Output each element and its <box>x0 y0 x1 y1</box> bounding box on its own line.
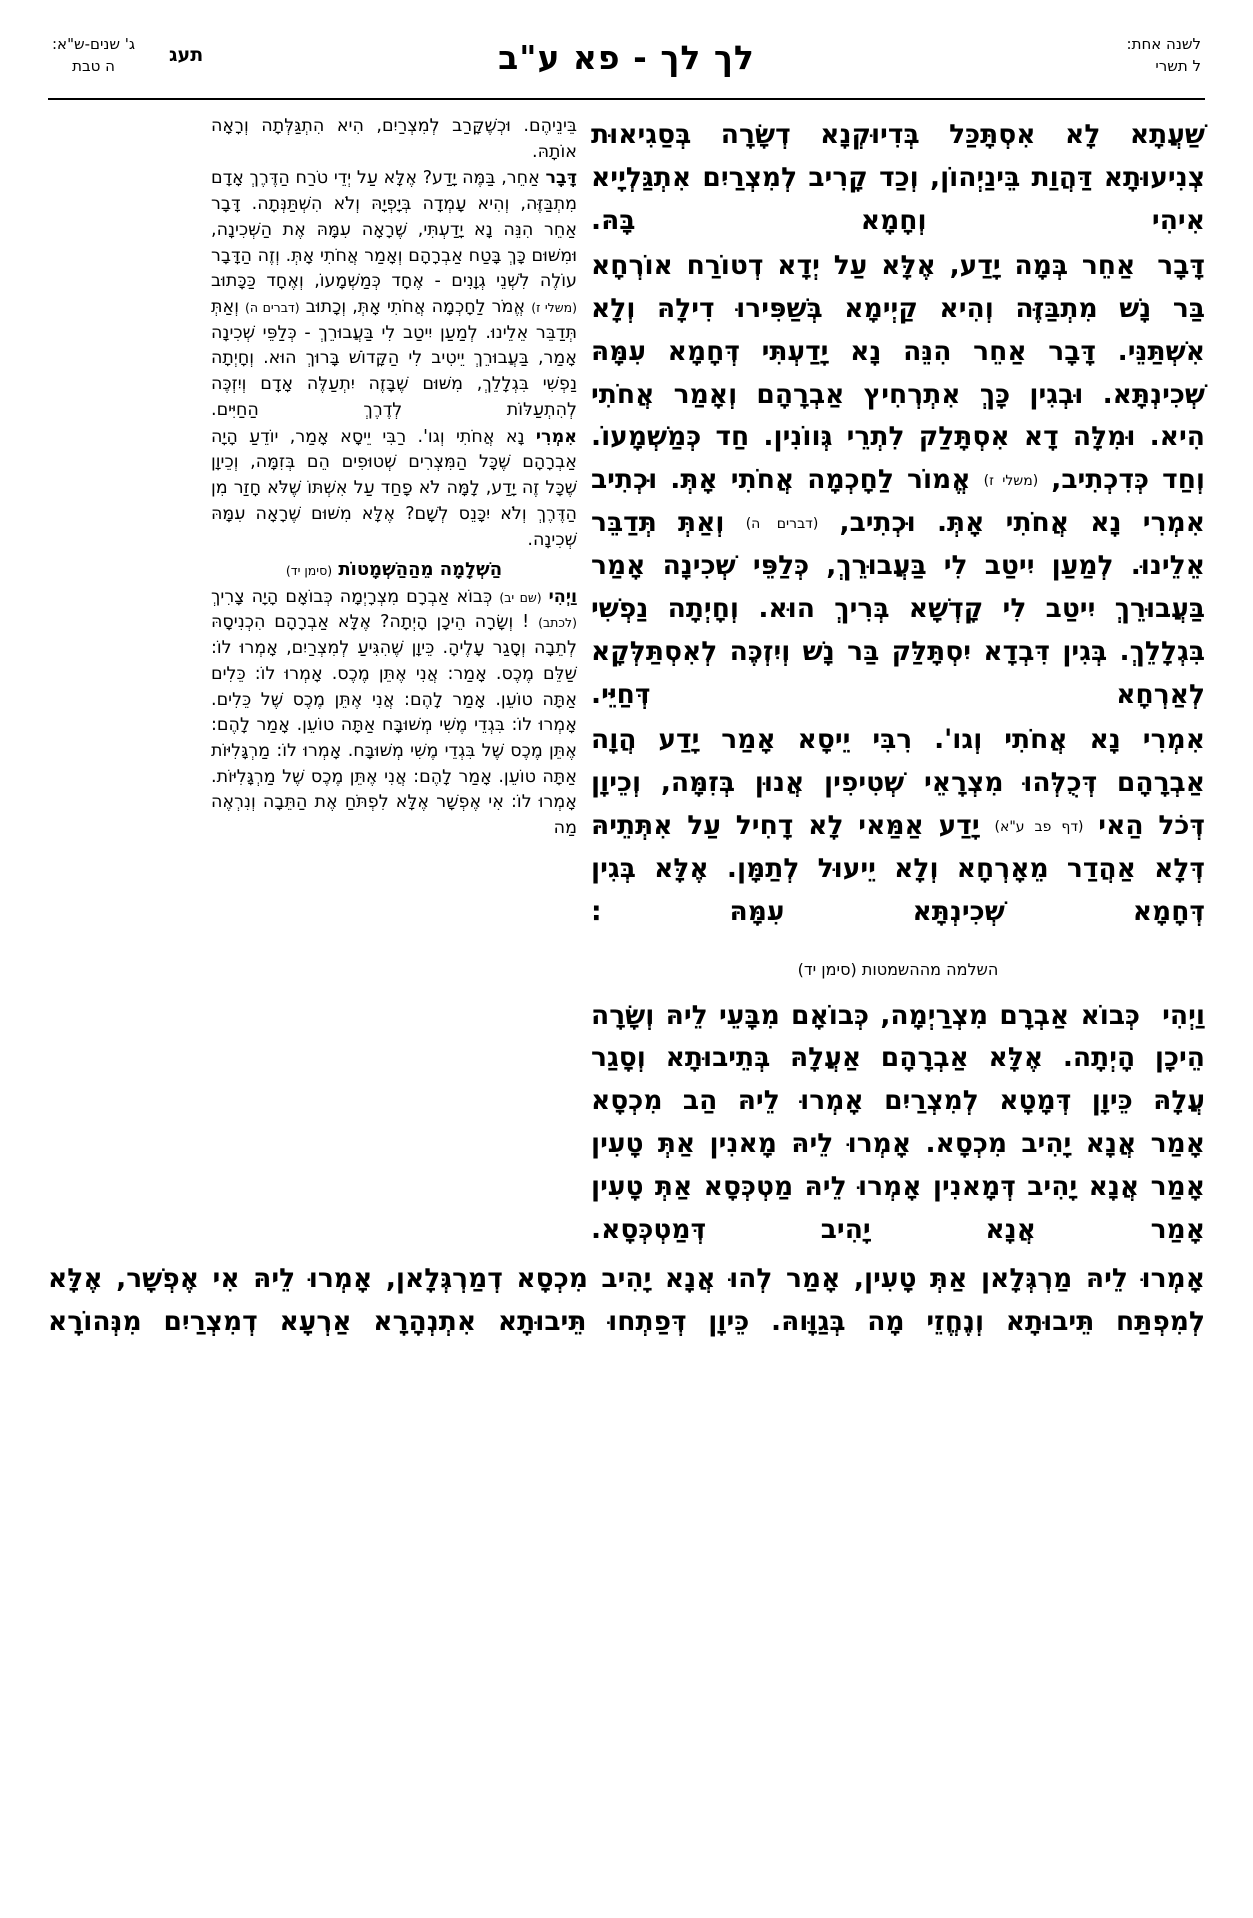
p2-text-2: אֱמוֹר לַחָכְמָה אֲחֹתִי אָתְּ. וּכְתִיב אִמְרִי נָא אֲחֹתִי אָתְּ. וּכְתִיב, <box>591 464 1205 539</box>
gloss-column <box>207 114 591 843</box>
g4-lead-word: וַיְהִי <box>548 586 577 607</box>
g2-text-2: אֱמֹר לַחָכְמָה אֲחֹתִי אָתְּ, וְכָתוּב <box>305 297 526 318</box>
paragraph-p5 <box>48 1258 1205 1344</box>
p3-text-2: יָדַע אַמַּאי לָא דָחִיל עַל אִתְּתֵיהּ דְּלָא אַהֲדַר מֵאָרְחָא וְלָא יֵיעוּל לְתַמָּן. אֶלָּא בְּגִין דְּחָמָא שְׁכִינְתָּא עִמָּהּ : <box>591 809 1205 927</box>
running-head-left-line2: ה טבת <box>72 56 115 75</box>
p2-ref-1: (משלי ז) <box>983 473 1039 490</box>
g1-text: בֵּינֵיהֶם. וּכְשֶׁקָּרַב לְמִצְרַיִם, הִיא הִתְגַּלְּתָה וְרָאָה אוֹתָהּ. <box>211 116 577 162</box>
gloss-paragraph-g4 <box>211 585 577 842</box>
zohar-bottom-text <box>48 1258 1205 1344</box>
p2-ref-2: (דברים ה) <box>745 516 819 533</box>
g2-ref-2: (דברים ה) <box>245 300 300 316</box>
gloss-paragraph-g2 <box>211 166 577 423</box>
p1-text: שַׁעֲתָא לָא אִסְתָּכַּל בְּדִיוּקְנָא דְשָׂרָה בְּסַגִיאוּת צְנִיעוּתָא דַּהֲוַת בֵּינַיְהוֹן, וְכַד קָרִיב לְמִצְרַיִם אִתְגַּלְיָיא אִיהִי וְחָמָא בָּהּ. <box>591 119 1205 236</box>
g4-text-pre: כְּבוֹאָם הָיָה צָרִיךְ <box>211 586 333 607</box>
zohar-text <box>591 114 1205 934</box>
folio-number: תעג <box>169 44 204 66</box>
p3-lead-word: אִמְרִי <box>1142 723 1205 755</box>
paragraph-p1 <box>591 114 1205 243</box>
p3-text: נָא אֲחֹתִי וְגו'. רִבִּי יֵיסָא אָמַר יָדַע הֲוָה אַבְרָהָם דְּכֻלְּהוּ מִצְרָאֵי שְׁטִיפִין אֲנוּן בְּזִמָּה, וְכֵיוָן דְּכֹל הַאי <box>591 723 1206 841</box>
bottom-full-width-block <box>48 1258 1205 1344</box>
running-head <box>52 34 1201 96</box>
p5-text: אָמְרוּ לֵיהּ מַרְגְּלָאן אַתְּ טָעִין, אָמַר לְהוּ אֲנָא יָהִיב מִכְסָא דְמַרְגְּלָאן, אָמְרוּ לֵיהּ אִי אֶפְשָׁר, אֶלָּא לְמִפְתַּח תֵּיבוּתָא וְנֶחֱזֵי מָה בְּגַוָּוהּ. כֵּיוָן דְּפַתְחוּ תֵּיבוּתָא אִתְנְהָרָא אַרְעָא דְמִצְרַיִם מִנְּהוֹרָא <box>48 1263 1205 1337</box>
body-columns <box>48 114 1205 1254</box>
p2-lead-word: דָּבָר <box>1157 249 1205 281</box>
page-title: לך לך - פא ע"ב <box>498 38 755 77</box>
main-text-column <box>591 114 1205 1254</box>
gloss-section-head <box>211 557 577 583</box>
gloss-section-head-ref: (סימן יד) <box>285 563 333 579</box>
paragraph-p3 <box>591 719 1205 934</box>
gloss-paragraph-g3 <box>211 425 577 554</box>
running-head-right-line2: ל תשרי <box>1155 56 1201 75</box>
g4-text-2: ! וְשָׂרָה הֵיכָן הָיְתָה? אֶלָּא אַבְרָהָם הִכְנִיסָהּ לְתֵבָה וְסָגַר עָלֶיהָ. כֵּיוָן שֶׁהִגִּיעַ לְמִצְרַיִם, אָמְרוּ לוֹ: שַׁלֵּם מֶכֶס. אָמַר: אֲנִי אֶתֵּן מֶכֶס. אָמְרוּ לוֹ: כֵּלִים אַתָּה טוֹעֵן. אָמַר לָהֶם: אֲנִי אֶתֵּן מֶכֶס שֶׁל כֵּלִים. אָמְרוּ לוֹ: בִּגְדֵי מֶשִׁי מְשׁוּבָּח אַתָּה טוֹעֵן. אָמַר לָהֶם: אֶתֵּן מֶכֶס שֶׁל בִּגְדֵי מֶשִׁי מְשׁוּבָּח. אָמְרוּ לוֹ: מַרְגָּלִיּוֹת אַתָּה טוֹעֵן. אָמַר לָהֶם: אֲנִי אֶתֵּן מֶכֶס שֶׁל מַרְגָּלִיּוֹת. אָמְרוּ לוֹ: אִי אֶפְשָׁר אֶלָּא לִפְתֹּחַ אֶת הַתֵּבָה וְנִרְאֶה מַה <box>211 612 577 839</box>
g2-text: אַחֵר, בַּמֶּה יָדַע? אֶלָּא עַל יְדֵי טֹרַח הַדֶּרֶךְ אָדָם מִתְבַּזֶּה, וְהִיא עָמְדָה בְּיָפְיָהּ וְלֹא הִשְׁתַּנְּתָה. דָּבָר אַחֵר הִנֵּה נָא יָדַעְתִּי, שֶׁרָאָה עִמָּהּ אֶת הַשְּׁכִינָה, וּמִשּׁוּם כָּךְ בָּטַח אַבְרָהָם וְאָמַר אֲחֹתִי אָתְּ. וְזֶה הַדָּבָר עוֹלֶה לִשְׁנֵי גְוָנִים - אֶחָד כְּמַשְׁמָעוֹ, וְאֶחָד כַּכָּתוּב <box>211 168 577 292</box>
running-head-dates <box>52 34 135 78</box>
p2-text: אַחֵר בְּמָה יָדַע, אֶלָּא עַל יְדָא דְטוֹרַח אוֹרְחָא בַּר נָשׁ מִתְבַּזֶּה וְהִיא קַיְימָא בְּשַׁפִּירוּ דִילָהּ וְלָא אִשְׁתַּנֵּי. דָּבָר אַחֵר הִנֵּה נָא יָדַעְתִּי דְּחָמָא עִמָּהּ שְׁכִינְתָּא. וּבְגִין כָּךְ אִתְרְחִיץ אַבְרָהָם וְאָמַר אֲחֹתִי הִיא. וּמִלָּה דָא אִסְתָּלַק לִתְרֵי גְּווֹנִין. חַד כְּמַשְׁמָעוֹ. וְחַד כְּדִכְתִיב, <box>591 249 1205 496</box>
zohar-section-text <box>591 995 1205 1253</box>
g2-lead-word: דָּבָר <box>545 168 577 189</box>
gloss-text <box>211 114 577 842</box>
g4-ref-0: (שם יב) <box>499 589 542 605</box>
p3-ref-1: (דף פב ע"א) <box>994 818 1084 835</box>
g2-text-3: וְאַתְּ תְּדַבֵּר אֵלֵינוּ. לְמַעַן יִיטַב לִי בַּעֲבוּרֵךְ - כְּלַפֵּי שְׁכִינָה אָמַר, בַּעֲבוּרֵךְ יֵיטִיב לִי הַקָּדוֹשׁ בָּרוּךְ הוּא. וְחָיְתָה נַפְשִׁי בִּגְלָלֵךְ, מִשּׁוּם שֶׁבָּזֶה יִתְעַלֶּה אָדָם וְיִזְכֶּה לְהִתְעַלּוֹת לְדֶרֶךְ הַחַיִּים. <box>211 297 577 420</box>
p2-text-3: וְאַתְּ תְּדַבֵּר אֵלֵינוּ. לְמַעַן יִיטַב לִי בַּעֲבוּרֵךְ, כְּלַפֵּי שְׁכִינָה אָמַר בַּעֲבוּרֵךְ יִיטַב לִי קָדְשָׁא בְּרִיךְ הוּא. וְחָיְתָה נַפְשִׁי בִּגְלָלֵךְ. בְּגִין דִּבְדָא יִסְתָּלַּק בַּר נָשׁ וְיִזְכֶּה לְאִסְתַּלְּקָא לְאַרְחָא דְּחַיֵּי. <box>591 507 1205 710</box>
header-rule <box>48 98 1205 100</box>
g3-text: נָא אֲחֹתִי וְגו'. רַבִּי יֵיסָא אָמַר, יוֹדֵעַ הָיָה אַבְרָהָם שֶׁכָּל הַמִּצְרִים שְׁטוּפִים הֵם בְּזִמָּה, וְכֵיוָן שֶׁכָּל זֶה יָדַע, לָמָּה לֹא פָחַד עַל אִשְׁתּוֹ שֶׁלֹּא חָזַר מִן הַדֶּרֶךְ וְלֹא יִכָּנֵס לְשָׁם? אֶלָּא מִשּׁוּם שֶׁרָאָה עִמָּהּ שְׁכִינָה. <box>211 426 577 550</box>
zohar-page <box>0 34 1253 1918</box>
paragraph-p4 <box>591 995 1205 1253</box>
g4-ref-1: (לכתב) <box>538 615 577 631</box>
running-head-right-line1: לשנה אחת: <box>1126 35 1201 53</box>
running-head-left-line1: ג' שנים-ש"א: <box>52 35 136 53</box>
p4-text: כְּבוֹא אַבְרָם מִצְרַיְמָה, כְּבוֹאָם מִבָּעֵי לֵיהּ וְשָׂרָה הֵיכָן הָיְתָה. אֶלָּא אַבְרָהָם אַעֲלָהּ בְּתֵיבוּתָא וְסָגַר עֲלָהּ כֵּיוָן דְּמָטָא לְמִצְרַיִם אָמְרוּ לֵיהּ הַב מִכְסָא אָמַר אֲנָא יָהִיב מִכְסָא. אָמְרוּ לֵיהּ מָאנִין אַתְּ טָעִין אָמַר אֲנָא יָהִיב דְּמָאנִין אָמְרוּ לֵיהּ מַטְכְּסָא אַתְּ טָעִין אָמַר אֲנָא יָהִיב דְּמַטְכְּסָא. <box>591 999 1205 1246</box>
gloss-paragraph-g1 <box>211 114 577 165</box>
p4-lead-word: וַיְהִי <box>1162 999 1205 1031</box>
g2-ref-1: (משלי ז) <box>531 300 577 316</box>
main-section-label: השלמה מההשמטות (סימן יד) <box>797 959 999 979</box>
g3-lead-word: אִמְרִי <box>535 426 577 447</box>
running-head-left <box>52 34 203 78</box>
paragraph-p2 <box>591 245 1205 717</box>
g4-text: כְּבוֹא אַבְרָם מִצְרָיְמָה <box>339 586 493 607</box>
gloss-section-head-title: הַשְׁלָמָה מֵהַהַשְׁמָטוֹת <box>338 559 503 581</box>
